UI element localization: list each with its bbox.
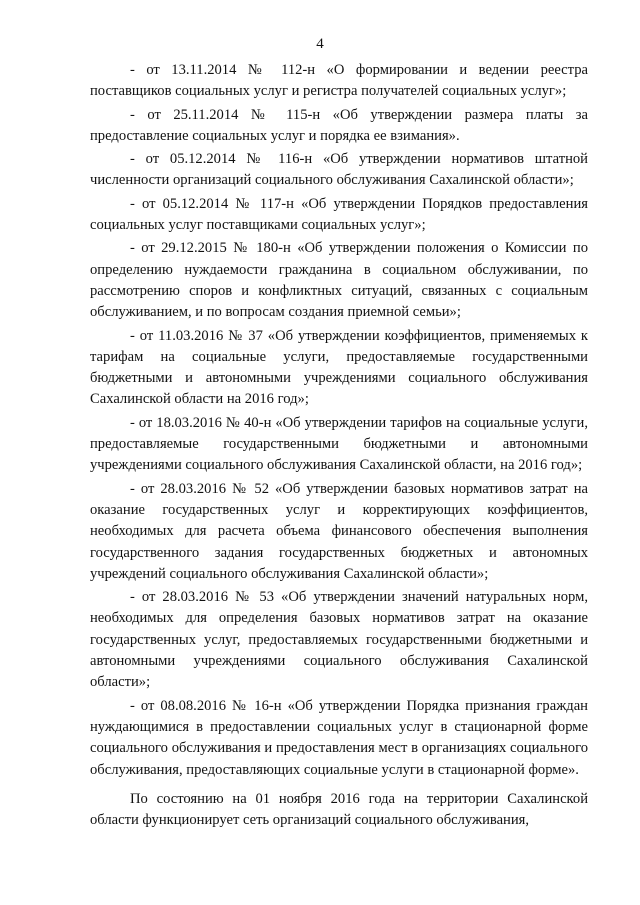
list-item-order-16n: - от 08.08.2016 № 16-н «Об утверждении Порядка признания граждан нуждающимися в предоставлении социальных услуг в стационарной форме социального обслуживания и предоставления мест в организациях социального обслуживания, предоставляющих социальные услуги в стационарной форме». [90, 697, 588, 778]
page-number: 4 [316, 36, 324, 52]
list-item-order-53: - от 28.03.2016 № 53 «Об утверждении значений натуральных норм, необходимых для определения базовых нормативов затрат на оказание государственных услуг, предоставляемых государственными бюджетными и автономными учреждениями социального обслуживания Сахалинской области»; [90, 589, 588, 691]
list-item-order-180n: - от 29.12.2015 № 180-н «Об утверждении положения о Комиссии по определению нуждаемости гражданина в социальном обслуживании, по рассмотрению споров и конфликтных ситуаций, связанных с социальным обслуживанием, и по вопросам создания приемной семьи»; [90, 240, 588, 321]
document-body [90, 60, 588, 833]
list-item-order-52: - от 28.03.2016 № 52 «Об утверждении базовых нормативов затрат на оказание государственных услуг и корректирующих коэффициентов, необходимых для расчета объема финансового обеспечения выполнения государственного задания государственных бюджетных и автономных учреждений социального обслуживания Сахалинской области»; [90, 480, 588, 582]
list-item-order-116n: - от 05.12.2014 № 116-н «Об утверждении нормативов штатной численности организаций социального обслуживания Сахалинской области»; [90, 151, 588, 189]
list-item-order-40n: - от 18.03.2016 № 40-н «Об утверждении тарифов на социальные услуги, предоставляемые государственными бюджетными и автономными учреждениями социального обслуживания Сахалинской области, на 2016 год»; [90, 414, 588, 474]
list-item-order-112n: - от 13.11.2014 № 112-н «О формировании и ведении реестра поставщиков социальных услуг и регистра получателей социальных услуг»; [90, 62, 588, 100]
list-item-order-117n: - от 05.12.2014 № 117-н «Об утверждении Порядков предоставления социальных услуг поставщиками социальных услуг»; [90, 195, 588, 234]
list-item-order-115n: - от 25.11.2014 № 115-н «Об утверждении размера платы за предоставление социальных услуг и порядка ее взимания». [90, 106, 588, 144]
body-paragraph-network: По состоянию на 01 ноября 2016 года на территории Сахалинской области функционирует сеть организаций социального обслуживания, [90, 790, 588, 829]
list-item-order-37: - от 11.03.2016 № 37 «Об утверждении коэффициентов, применяемых к тарифам на социальные услуги, предоставляемые государственными бюджетными и автономными учреждениями социального обслуживания Сахалинской области на 2016 год»; [90, 327, 588, 408]
